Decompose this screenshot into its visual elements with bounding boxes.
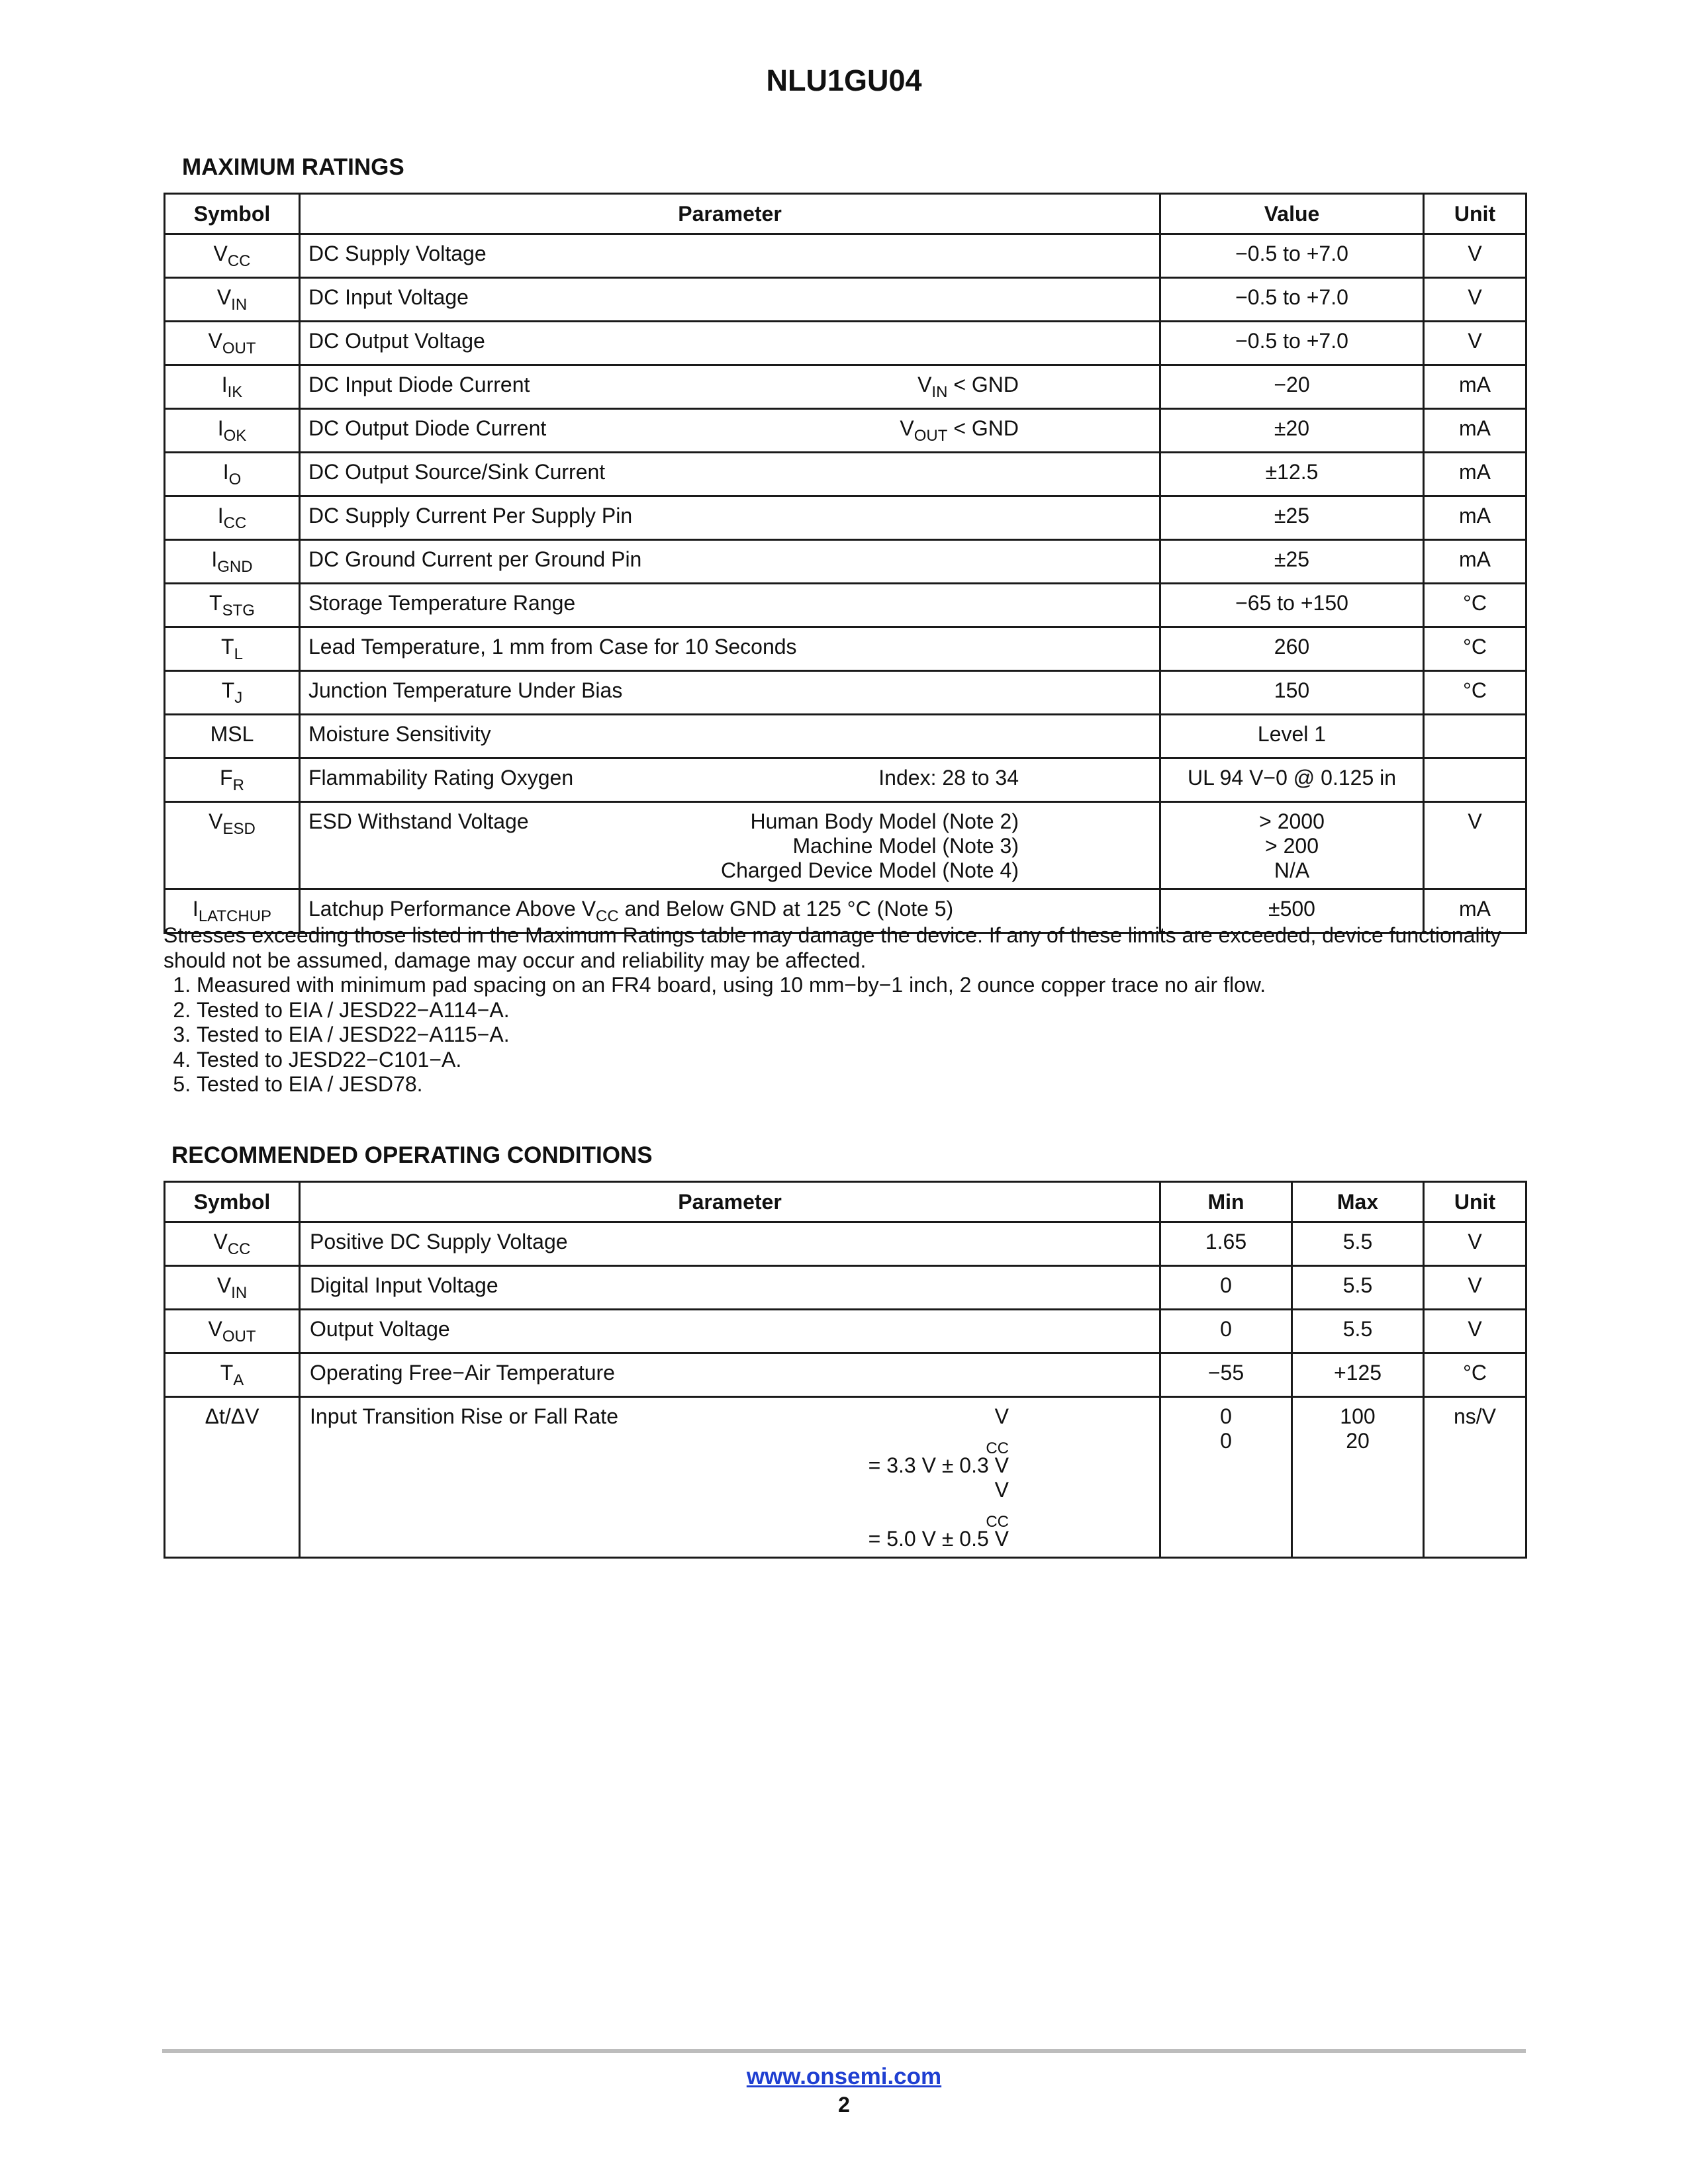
notes-list xyxy=(164,973,1534,1097)
table-row-esd xyxy=(165,802,1526,889)
unit-cell: V xyxy=(1424,1310,1526,1353)
table-row xyxy=(165,1222,1526,1266)
unit-cell: °C xyxy=(1424,627,1526,671)
unit-cell: V xyxy=(1424,1222,1526,1266)
note-item: 5. Tested to EIA / JESD78. xyxy=(197,1072,1534,1097)
condition-list: Human Body Model (Note 2) Machine Model (Note 3) Charged Device Model (Note 4) xyxy=(721,809,1019,882)
parameter-name: Lead Temperature, 1 mm from Case for 10 Seconds xyxy=(308,635,797,659)
table-row xyxy=(165,1310,1526,1353)
unit-cell: V xyxy=(1424,1266,1526,1310)
value-cell: > 2000 > 200 N/A xyxy=(1160,802,1424,889)
unit-cell: mA xyxy=(1424,889,1526,933)
symbol-cell: $V_{ESD}$ xyxy=(165,802,300,889)
max-ratings-table xyxy=(164,193,1527,934)
min-cell: −55 xyxy=(1160,1353,1292,1397)
table-row xyxy=(165,540,1526,584)
value-cell: ±25 xyxy=(1160,496,1424,540)
table-row xyxy=(165,584,1526,627)
parameter-cell xyxy=(300,802,1160,889)
notes-block xyxy=(164,923,1534,1097)
symbol-cell: $V_{IN}$ xyxy=(165,278,300,322)
table-row xyxy=(165,1266,1526,1310)
unit-cell: °C xyxy=(1424,671,1526,715)
col-parameter: Parameter xyxy=(300,194,1160,234)
col-unit: Unit xyxy=(1424,1182,1526,1222)
max-cell: 5.5 xyxy=(1292,1222,1424,1266)
parameter-cell: Operating Free−Air Temperature xyxy=(300,1353,1160,1397)
min-cell: 1.65 xyxy=(1160,1222,1292,1266)
symbol-cell: $I_O$ xyxy=(165,453,300,496)
symbol-cell: $V_{OUT}$ xyxy=(165,322,300,365)
symbol-cell: $T_J$ xyxy=(165,671,300,715)
parameter-cell xyxy=(300,627,1160,671)
unit-cell: mA xyxy=(1424,540,1526,584)
condition: $V_{IN}$ < GND xyxy=(917,373,1019,401)
symbol-cell: $I_{GND}$ xyxy=(165,540,300,584)
unit-cell xyxy=(1424,758,1526,802)
page-number: 2 xyxy=(838,2093,850,2116)
value-cell: −65 to +150 xyxy=(1160,584,1424,627)
value-cell: −0.5 to +7.0 xyxy=(1160,278,1424,322)
min-cell: 0 xyxy=(1160,1266,1292,1310)
parameter-name: Input Transition Rise or Fall Rate xyxy=(310,1404,618,1428)
parameter-name: DC Input Diode Current xyxy=(308,373,530,396)
min-cell: 0 xyxy=(1160,1310,1292,1353)
note-item: 4. Tested to JESD22−C101−A. xyxy=(197,1048,1534,1073)
unit-cell: mA xyxy=(1424,496,1526,540)
symbol-cell: Δt/ΔV xyxy=(165,1397,300,1558)
parameter-cell: Latchup Performance Above $V_{CC}$ and Below GND at 125 °C (Note 5) xyxy=(300,889,1160,933)
table-row xyxy=(165,409,1526,453)
symbol-cell: $T_A$ xyxy=(165,1353,300,1397)
value-cell: ±25 xyxy=(1160,540,1424,584)
parameter-name: Junction Temperature Under Bias xyxy=(308,678,623,702)
unit-cell: °C xyxy=(1424,584,1526,627)
value-cell: 260 xyxy=(1160,627,1424,671)
unit-cell xyxy=(1424,715,1526,758)
value-cell: Level 1 xyxy=(1160,715,1424,758)
parameter-cell: Positive DC Supply Voltage xyxy=(300,1222,1160,1266)
parameter-cell xyxy=(300,671,1160,715)
note-item: 3. Tested to EIA / JESD22−A115−A. xyxy=(197,1023,1534,1048)
max-cell: 5.5 xyxy=(1292,1266,1424,1310)
max-cell: 5.5 xyxy=(1292,1310,1424,1353)
symbol-cell: $I_{LATCHUP}$ xyxy=(165,889,300,933)
roc-table xyxy=(164,1181,1527,1559)
parameter-name: Moisture Sensitivity xyxy=(308,722,491,746)
symbol-cell: $I_{OK}$ xyxy=(165,409,300,453)
parameter-cell xyxy=(300,365,1160,409)
parameter-cell: Digital Input Voltage xyxy=(300,1266,1160,1310)
symbol-cell: $T_{STG}$ xyxy=(165,584,300,627)
table-row xyxy=(165,453,1526,496)
parameter-name: DC Ground Current per Ground Pin xyxy=(308,547,642,571)
symbol-cell: $I_{IK}$ xyxy=(165,365,300,409)
parameter-cell xyxy=(300,234,1160,278)
table-header-row xyxy=(165,1182,1526,1222)
table-row xyxy=(165,671,1526,715)
parameter-name: DC Output Voltage xyxy=(308,329,485,353)
parameter-name: DC Supply Voltage xyxy=(308,242,487,265)
parameter-cell xyxy=(300,496,1160,540)
col-min: Min xyxy=(1160,1182,1292,1222)
symbol-cell: $V_{CC}$ xyxy=(165,234,300,278)
max-cell: +125 xyxy=(1292,1353,1424,1397)
parameter-cell xyxy=(300,540,1160,584)
parameter-cell: Output Voltage xyxy=(300,1310,1160,1353)
document-title: NLU1GU04 xyxy=(766,64,922,97)
value-cell: ±500 xyxy=(1160,889,1424,933)
symbol-cell: $V_{OUT}$ xyxy=(165,1310,300,1353)
footer-divider xyxy=(162,2049,1526,2053)
value-cell: −0.5 to +7.0 xyxy=(1160,234,1424,278)
parameter-cell xyxy=(300,278,1160,322)
col-max: Max xyxy=(1292,1182,1424,1222)
col-symbol: Symbol xyxy=(165,194,300,234)
max-ratings-heading: MAXIMUM RATINGS xyxy=(182,154,404,180)
parameter-cell xyxy=(300,715,1160,758)
table-row xyxy=(165,627,1526,671)
table-row xyxy=(165,1353,1526,1397)
col-value: Value xyxy=(1160,194,1424,234)
parameter-name: Storage Temperature Range xyxy=(308,591,576,615)
symbol-cell: $I_{CC}$ xyxy=(165,496,300,540)
table-row xyxy=(165,278,1526,322)
parameter-name: DC Input Voltage xyxy=(308,285,469,309)
value-cell: 150 xyxy=(1160,671,1424,715)
parameter-name: DC Output Source/Sink Current xyxy=(308,460,606,484)
table-row xyxy=(165,758,1526,802)
parameter-cell xyxy=(300,1397,1160,1558)
table-row-transition xyxy=(165,1397,1526,1558)
table-row xyxy=(165,496,1526,540)
value-cell: −20 xyxy=(1160,365,1424,409)
stress-note: Stresses exceeding those listed in the Maximum Ratings table may damage the device. If any of these limits are exceeded, device functionality should not be assumed, damage may occur and reliability may be affected. xyxy=(164,923,1501,972)
value-cell: −0.5 to +7.0 xyxy=(1160,322,1424,365)
table-header-row xyxy=(165,194,1526,234)
col-symbol: Symbol xyxy=(165,1182,300,1222)
unit-cell: V xyxy=(1424,322,1526,365)
max-cell: 100 20 xyxy=(1292,1397,1424,1558)
value-cell: UL 94 V−0 @ 0.125 in xyxy=(1160,758,1424,802)
parameter-cell xyxy=(300,453,1160,496)
table-row xyxy=(165,365,1526,409)
parameter-name: Flammability Rating Oxygen xyxy=(308,766,574,790)
parameter-name: DC Supply Current Per Supply Pin xyxy=(308,504,633,527)
parameter-cell xyxy=(300,409,1160,453)
note-item: 2. Tested to EIA / JESD22−A114−A. xyxy=(197,998,1534,1023)
condition: Index: 28 to 34 xyxy=(878,766,1019,790)
unit-cell: V xyxy=(1424,802,1526,889)
min-cell: 0 0 xyxy=(1160,1397,1292,1558)
unit-cell: °C xyxy=(1424,1353,1526,1397)
note-item: 1. Measured with minimum pad spacing on an FR4 board, using 10 mm−by−1 inch, 2 ounce copper trace no air flow. xyxy=(197,973,1534,998)
parameter-name: ESD Withstand Voltage xyxy=(308,809,529,833)
col-unit: Unit xyxy=(1424,194,1526,234)
table-row xyxy=(165,234,1526,278)
unit-cell: V xyxy=(1424,234,1526,278)
unit-cell: mA xyxy=(1424,365,1526,409)
col-parameter: Parameter xyxy=(300,1182,1160,1222)
value-cell: ±20 xyxy=(1160,409,1424,453)
symbol-cell: $V_{IN}$ xyxy=(165,1266,300,1310)
roc-body xyxy=(165,1222,1526,1558)
unit-cell: mA xyxy=(1424,453,1526,496)
value-cell: ±12.5 xyxy=(1160,453,1424,496)
parameter-cell xyxy=(300,322,1160,365)
parameter-cell xyxy=(300,758,1160,802)
symbol-cell: $F_R$ xyxy=(165,758,300,802)
max-ratings-body xyxy=(165,234,1526,933)
unit-cell: mA xyxy=(1424,409,1526,453)
symbol-cell: $V_{CC}$ xyxy=(165,1222,300,1266)
unit-cell: V xyxy=(1424,278,1526,322)
table-row xyxy=(165,715,1526,758)
parameter-name: DC Output Diode Current xyxy=(308,416,547,440)
table-row xyxy=(165,322,1526,365)
parameter-cell xyxy=(300,584,1160,627)
condition: $V_{OUT}$ < GND xyxy=(900,416,1019,445)
condition-list: V $_{CC}$ = 3.3 V ± 0.3 V V $_{CC}$ = 5.0 V ± 0.5 V xyxy=(868,1404,1009,1551)
unit-cell: ns/V xyxy=(1424,1397,1526,1558)
symbol-cell: $T_L$ xyxy=(165,627,300,671)
footer-website-link[interactable]: www.onsemi.com xyxy=(746,2064,942,2089)
symbol-cell: MSL xyxy=(165,715,300,758)
roc-heading: RECOMMENDED OPERATING CONDITIONS xyxy=(171,1142,653,1168)
